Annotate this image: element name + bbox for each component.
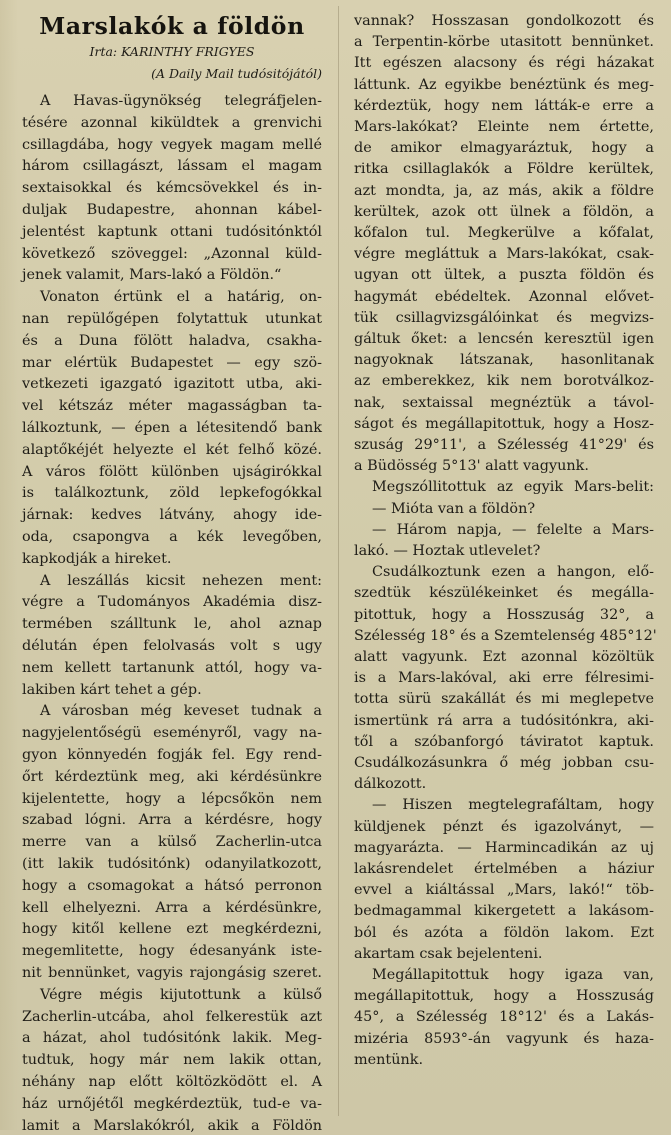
text-line: de amikor elmagyaráztuk, hogy a [354,140,654,157]
text-line: az emberekkez, kik nem borotválkoz- [354,373,654,390]
text-line: A leszállás kicsit nehezen ment: [40,572,322,589]
text-line: hagymát ebédeltek. Azonnal elővet- [354,288,654,305]
text-line: jelentést kaptunk ottani tudósitónktól [22,223,322,240]
text-line: járnak: kedves látvány, ahogy ide- [22,507,322,524]
text-line: nak, sextaissal megnéztük a távol- [354,394,654,411]
text-line: a házat, ahol tudósitónk lakik. Meg- [22,1030,322,1047]
text-line: ismertünk rá arra a tudósitónkra, aki- [354,712,654,729]
text-line: jenek valamit, Mars-lakó a Földön.“ [22,267,282,284]
text-line: lálkoztunk, — épen a létesitendő bank [22,420,322,436]
text-line: kell elhelyezni. Arra a kérdésünkre, [22,899,322,916]
text-line: nem kellett tartanunk attól, hogy va- [22,659,322,676]
text-line: nan repülőgépen folytattuk utunkat [22,311,322,327]
text-line: kijelentette, hogy a lépcsőkön nem [22,790,322,807]
text-line: szabad lógni. Arra a kérdésre, hogy [22,812,322,829]
text-line: 45°, a Szélesség 18°12' és a Lakás- [354,1009,654,1026]
text-line: evvel a kiáltással „Mars, lakó!“ töb- [354,882,654,899]
text-line: lakiben kárt tehet a gép. [22,681,202,698]
text-line: lakásrendelet értelmében a háziur [354,861,654,877]
text-line: mizéria 8593°-án vagyunk és haza- [354,1030,654,1047]
text-line: termében szálltunk le, ahol aznap [22,616,322,633]
text-line: kőfalon tul. Megkerülve a kőfalat, [354,225,654,241]
text-line: magyarázta. — Harmincadikán az uj [354,839,654,856]
text-line: végre a Tudományos Akadémia disz- [22,594,322,611]
text-line: ból és azóta a földön lakom. Ezt [354,924,654,941]
text-line: ságot és megállapitottuk, hogy a Hosz- [354,415,654,432]
text-line: totta sürü szakállát és mi meglepetve [354,691,654,708]
text-line: Megszóllitottuk az egyik Mars-belit: [372,479,654,496]
text-line: megállapitottuk, hogy a Hosszuság [354,988,654,1005]
text-line: Zacherlin-utcába, ahol felkerestük azt [22,1008,322,1025]
text-line: kerültek, azok ott ülnek a földön, a [354,203,654,220]
text-line: ház urnőjétől megkérdeztük, tud-e va- [22,1095,322,1112]
column-divider [338,6,339,1116]
text-line: alaptőkéjét helyezte el két felhő közé. [22,441,322,458]
text-line: — Hiszen megtelegrafáltam, hogy [372,797,654,814]
text-line: végre megláttuk a Mars-lakókat, csak- [354,246,654,263]
text-line: A város fölött különben ujságirókkal [22,463,322,480]
text-line: vetkezeti igazgató igazitott utba, aki- [22,376,322,393]
text-line: láttunk. Az egyikbe benéztünk és meg- [354,76,654,93]
text-line: gyon könnyedén fogják fel. Egy rend- [22,747,322,763]
article-source: (A Daily Mail tudósitójától) [151,66,322,81]
text-line: szuság 29°11', a Szélesség 41°29' és [354,437,654,453]
text-line: Csudálkoztunk ezen a hangon, elő- [372,564,654,581]
article-title: Marslakók a földön [39,12,305,40]
text-line: A városban még keveset tudnak a [40,703,322,720]
text-line: kérdeztük, hogy nem látták-e erre a [354,97,654,114]
article-byline: Irta: KARINTHY FRIGYES [89,44,255,59]
text-line: ugyan ott ültek, a puszta földön és [354,267,654,284]
text-line: következő szöveggel: „Azonnal küld- [22,245,322,262]
text-line: szedtük készülékeinket és megálla- [354,585,654,602]
text-line: kapkodják a hireket. [22,550,172,567]
text-line: Mars-lakókat? Eleinte nem értette, [354,119,654,135]
text-line: nagyoknak látszanak, hasonlitanak [354,352,654,369]
text-line: tük csillagvizsgálóinkat és megvizs- [354,309,654,326]
text-line: sextaisokkal és kémcsövekkel és in- [22,180,322,197]
text-line: is a Mars-lakóval, aki erre félresimi- [354,670,654,687]
text-line: dálkozott. [354,776,427,793]
text-line: Itt egészen alacsony és régi házakat [354,55,654,72]
text-line: akartam csak bejelenteni. [354,945,543,962]
text-line: küldjenek pénzt és igazolványt, — [354,818,654,835]
text-line: néhány nap előtt költözködött el. A [22,1074,322,1090]
text-line: Végre mégis kijutottunk a külső [40,986,322,1003]
text-line: hogy kitől kellene ezt megkérdezni, [22,921,322,938]
text-line: Megállapitottuk hogy igaza van, [372,967,654,983]
text-line: vel kétszáz méter magasságban ta- [22,398,322,415]
text-line: Csudálkozásunkra ő még jobban csu- [354,755,654,771]
text-line: Szélesség 18° és a Szemtelenség 485°12' [354,627,657,644]
text-line: A Havas-ügynökség telegráfjelen- [40,93,322,109]
text-line: és a Duna fölött haladva, csakha- [22,332,322,349]
text-line: gáltuk őket: a lencsén keresztül igen [354,331,654,347]
text-line: nit bennünket, vagyis rajongásig szeret. [22,965,322,981]
text-line: tésére azonnal kiküldtek a grenvichi [22,114,322,131]
text-line: tudtuk, hogy már nem lakik ottan, [22,1052,322,1069]
text-line: őrt kérdeztünk meg, aki kérdésünkre [22,768,322,785]
text-line: merre van a külső Zacherlin-utca [22,834,322,851]
text-line: ritka csillaglakók a Földre kerültek, [354,161,654,178]
text-line: lakó. — Hoztak utlevelet? [354,543,541,559]
text-line: pitottuk, hogy a Hosszuság 32°, a [354,606,654,623]
text-line: (itt lakik tudósitónk) odanyilatkozott, [22,856,322,872]
text-line: mentünk. [354,1051,424,1068]
text-line: vannak? Hosszasan gondolkozott és [354,13,654,29]
text-line: től a szóbanforgó táviratot kaptuk. [354,733,654,750]
text-line: három csillagászt, lássam el magam [22,158,322,175]
text-line: mar elértük Budapestet — egy szö- [22,354,322,371]
text-line: — Három napja, — felelte a Mars- [372,521,654,538]
text-line: a Terpentin-körbe utasitott bennünket. [354,34,654,51]
text-line: délután épen felolvasás volt s ugy [22,638,322,654]
text-line: lamit a Marslakókról, akik a Földön [22,1117,322,1134]
text-line: megemlitette, hogy édesanyánk iste- [22,943,322,960]
text-line: nagyjelentőségü eseményről, vagy na- [22,725,322,742]
text-line: a Büdösség 5°13' alatt vagyunk. [354,458,589,475]
text-line: alatt vagyunk. Ezt azonnal közöltük [354,649,654,665]
text-line: bedmagammal kikergetett a lakásom- [354,903,654,920]
text-line: duljak Budapestre, ahonnan kábel- [22,202,322,218]
text-line: oda, csapongva a kék levegőben, [22,529,322,545]
text-line: — Mióta van a földön? [372,500,536,517]
text-line: azt mondta, ja, az más, akik a földre [354,182,654,199]
text-line: is találkoztunk, zöld lepkefogókkal [22,485,322,502]
text-line: hogy a csomagokat a hátsó perronon [22,877,322,894]
text-line: csillagdába, hogy vegyek magam mellé [22,136,322,153]
text-line: Vonaton értünk el a határig, on- [40,289,322,306]
